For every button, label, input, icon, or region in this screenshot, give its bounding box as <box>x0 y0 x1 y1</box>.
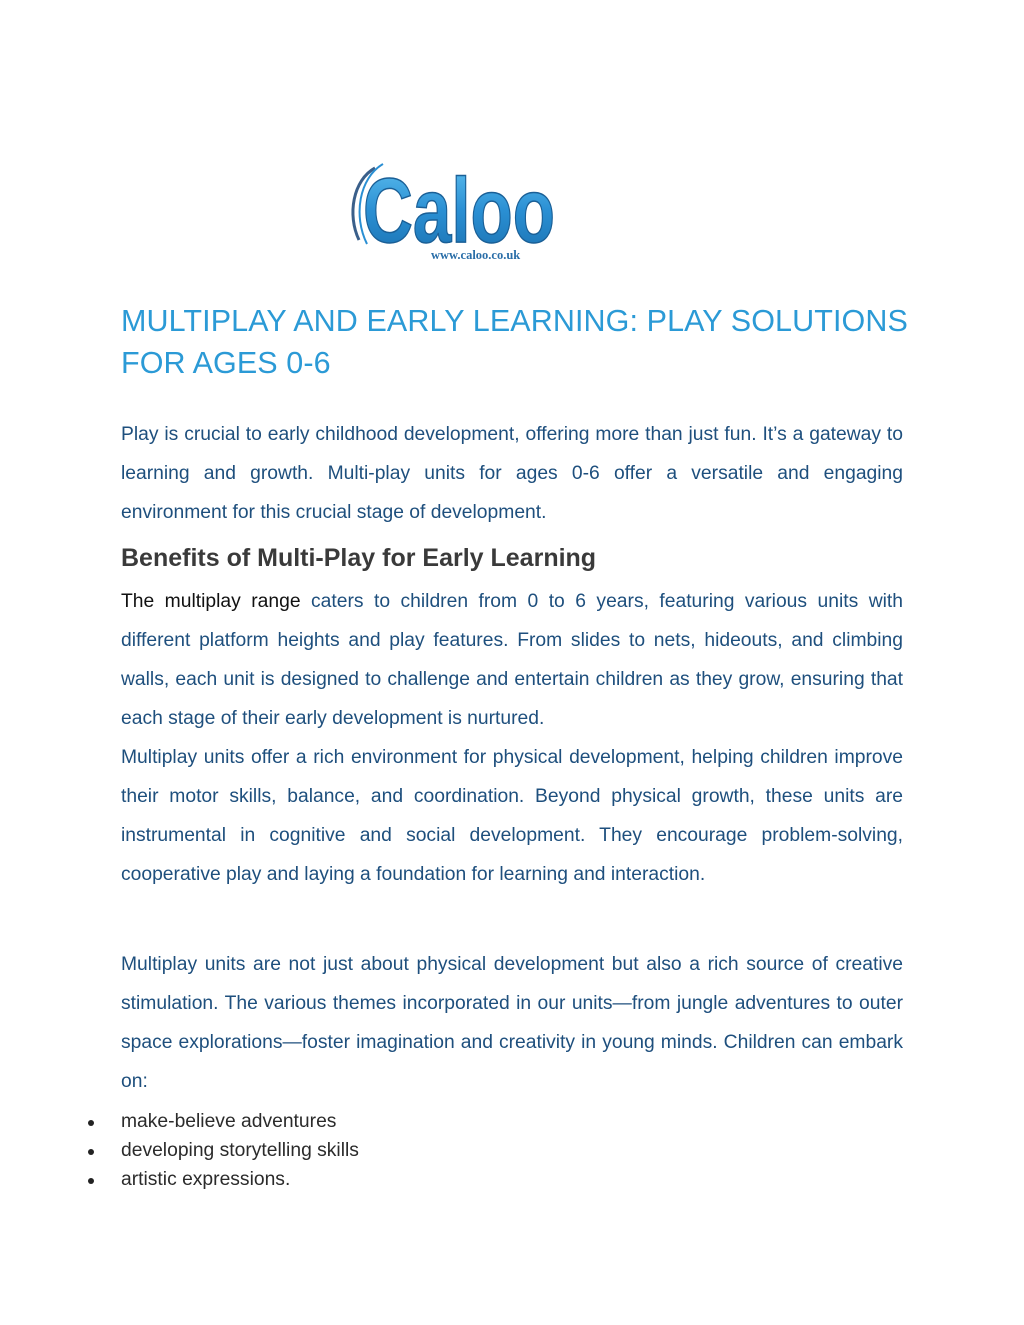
bullet-icon <box>88 1178 94 1184</box>
page-title: MULTIPLAY AND EARLY LEARNING: PLAY SOLUTIONS FOR AGES 0-6 <box>121 304 908 380</box>
bullet-icon <box>88 1120 94 1126</box>
multiplay-range-link[interactable]: The multiplay range <box>121 591 301 612</box>
logo-url: www.caloo.co.uk <box>431 248 521 262</box>
caloo-logo-graphic <box>345 160 560 268</box>
development-paragraph: Multiplay units offer a rich environment for physical development, helping children improve their motor skills, balance, and coordination. Beyond physical growth, these units are instrumental in cognitive and social development. They encourage problem-solving, cooperative play and laying a foundation for learning and interaction. <box>121 747 903 885</box>
list-item <box>0 1165 359 1194</box>
range-paragraph-text: caters to children from 0 to 6 years, featuring various units with different platform heights and play features. From slides to nets, hideouts, and climbing walls, each unit is designed to challenge and entertain children as they grow, ensuring that each stage of their early development is nurtured. <box>121 591 903 729</box>
logo-wordmark: Caloo <box>363 160 555 262</box>
list-item <box>0 1136 359 1165</box>
list-item <box>0 1107 359 1136</box>
list-item-text: artistic expressions. <box>121 1169 291 1190</box>
bullet-icon <box>88 1149 94 1155</box>
activity-list <box>0 1107 359 1194</box>
intro-paragraph: Play is crucial to early childhood development, offering more than just fun. It’s a gateway to learning and growth. Multi-play units for ages 0-6 offer a versatile and engaging environment for this crucial stage of development. <box>121 424 903 523</box>
list-item-text: developing storytelling skills <box>121 1140 359 1161</box>
section-heading: Benefits of Multi-Play for Early Learning <box>121 544 597 572</box>
creativity-paragraph: Multiplay units are not just about physical development but also a rich source of creative stimulation. The various themes incorporated in our units—from jungle adventures to outer space explorations—foster imagination and creativity in young minds. Children can embark on: <box>121 954 903 1092</box>
list-item-text: make-believe adventures <box>121 1111 337 1132</box>
caloo-logo <box>345 160 560 268</box>
range-paragraph <box>121 582 903 738</box>
